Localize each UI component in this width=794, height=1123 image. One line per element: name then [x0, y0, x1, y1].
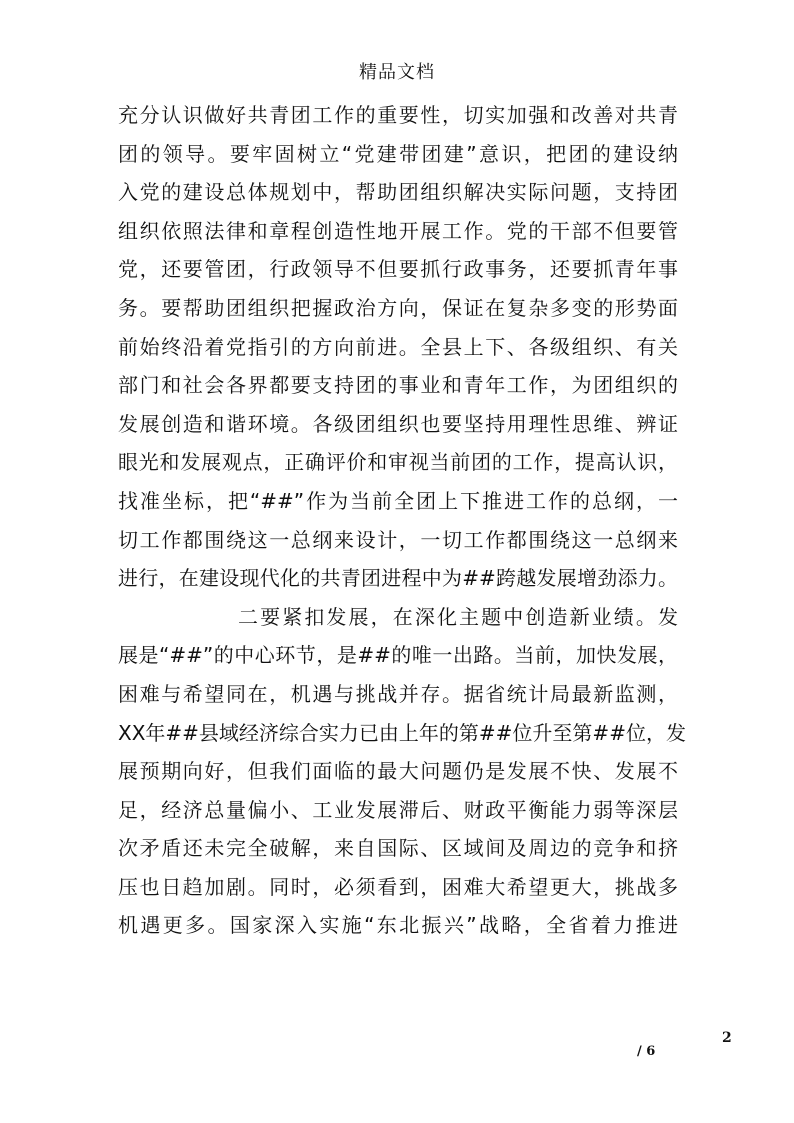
- text-line: 足，经济总量偏小、工业发展滞后、财政平衡能力弱等深层: [118, 797, 678, 822]
- text-line: 进行，在建设现代化的共青团进程中为##跨越发展增劲添力。: [118, 566, 678, 591]
- text-line: 切工作都围绕这一总纲来设计，一切工作都围绕这一总纲来: [118, 527, 678, 552]
- text-line: 党，还要管团，行政领导不但要抓行政事务，还要抓青年事: [118, 257, 678, 282]
- text-line: 眼光和发展观点，正确评价和审视当前团的工作，提高认识，: [118, 450, 678, 475]
- page-total: / 6: [637, 1044, 656, 1059]
- text-line: 部门和社会各界都要支持团的事业和青年工作，为团组织的: [118, 373, 678, 398]
- page-header-title: 精品文档: [359, 62, 435, 83]
- text-line: 团的领导。要牢固树立“党建带团建”意识，把团的建设纳: [118, 141, 678, 166]
- text-line: 压也日趋加剧。同时，必须看到，困难大希望更大，挑战多: [118, 874, 678, 899]
- text-line: 前始终沿着党指引的方向前进。全县上下、各级组织、有关: [118, 334, 678, 359]
- text-line: 充分认识做好共青团工作的重要性，切实加强和改善对共青: [118, 103, 678, 127]
- document-body: [118, 96, 686, 945]
- text-line: XX年##县域经济综合实力已由上年的第##位升至第##位，发: [118, 720, 686, 745]
- text-line: 困难与希望同在，机遇与挑战并存。据省统计局最新监测，: [118, 681, 678, 706]
- text-line: 次矛盾还未完全破解，来自国际、区域间及周边的竞争和挤: [118, 836, 678, 861]
- text-line: 务。要帮助团组织把握政治方向，保证在复杂多变的形势面: [118, 295, 678, 320]
- text-line: 发展创造和谐环境。各级团组织也要坚持用理性思维、辨证: [118, 411, 678, 436]
- text-line: 入党的建设总体规划中，帮助团组织解决实际问题，支持团: [118, 180, 678, 205]
- paragraph-start-line: 二要紧扣发展，在深化主题中创造新业绩。发: [238, 604, 678, 629]
- text-line: 展预期向好，但我们面临的最大问题仍是发展不快、发展不: [118, 759, 678, 784]
- text-line: 组织依照法律和章程创造性地开展工作。党的干部不但要管: [118, 218, 678, 243]
- page-number: 2: [722, 1030, 732, 1046]
- text-line: 机遇更多。国家深入实施“东北振兴”战略，全省着力推进: [118, 913, 678, 938]
- text-line: 找准坐标，把“##”作为当前全团上下推进工作的总纲，一: [118, 488, 678, 513]
- text-line: 展是“##”的中心环节，是##的唯一出路。当前，加快发展，: [118, 643, 678, 668]
